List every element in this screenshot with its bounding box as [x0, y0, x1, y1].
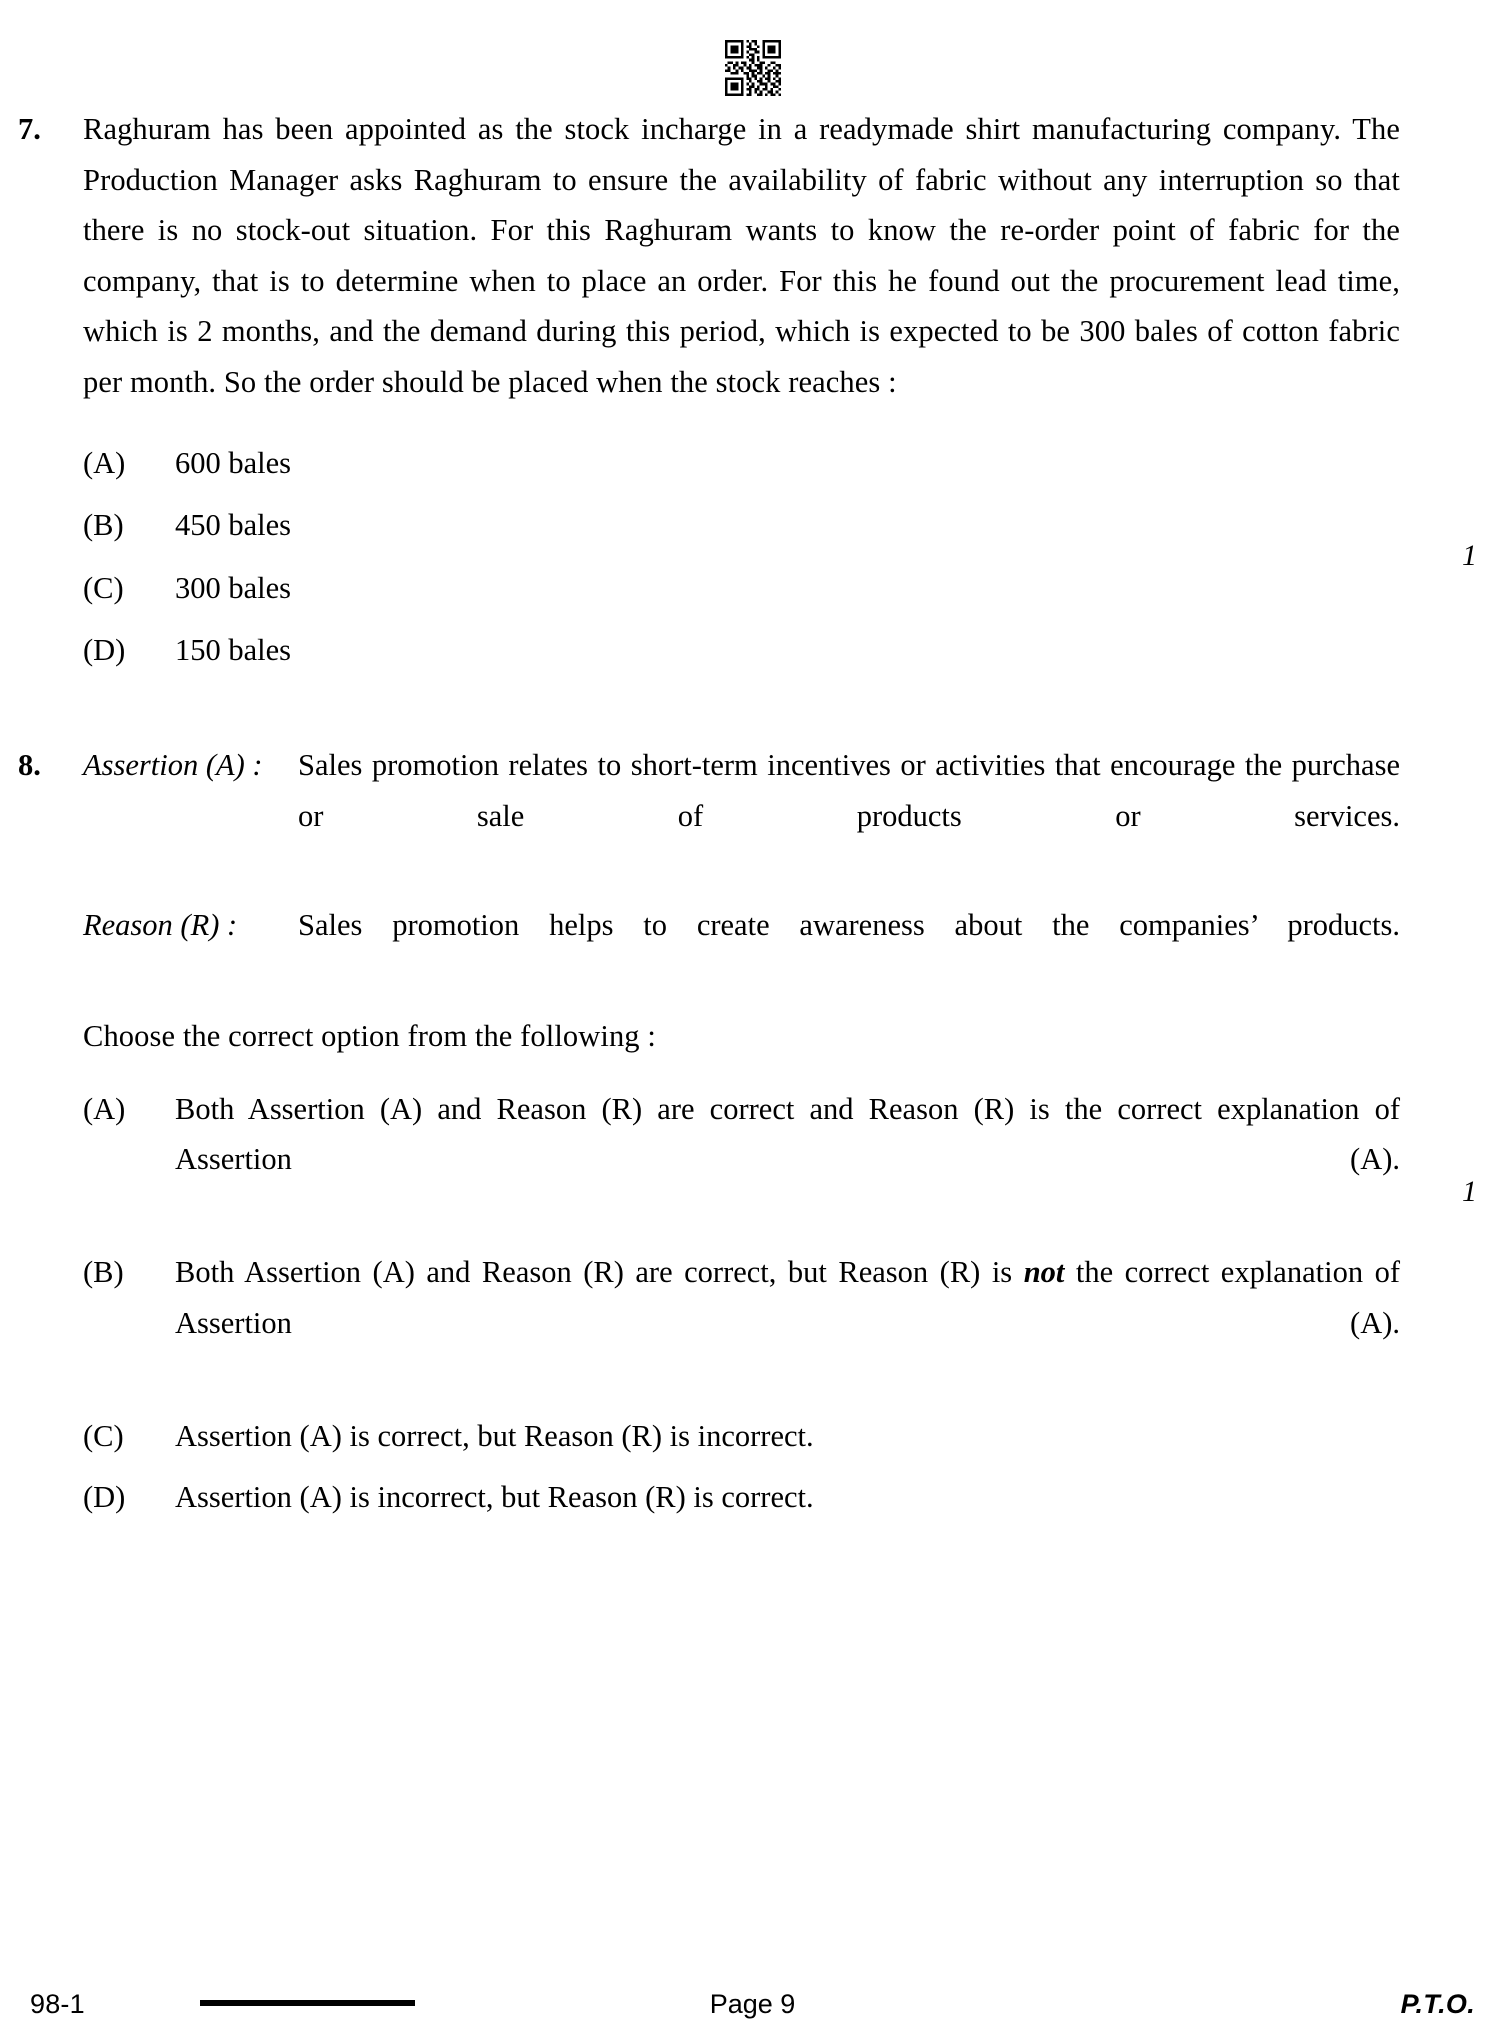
question-8-number: 8.: [18, 747, 41, 782]
option-text-tail: the correct explanation of Assertion (A).: [175, 1255, 1400, 1340]
pto-label: P.T.O.: [1400, 1989, 1475, 2019]
question-8-marks: 1: [1462, 1174, 1477, 1208]
question-7-number: 7.: [18, 112, 41, 146]
option-text: 150 bales: [175, 633, 292, 668]
option-text: 450 bales: [175, 508, 292, 543]
question-8-option-d[interactable]: [83, 1472, 1400, 1523]
option-label: (C): [83, 1419, 124, 1454]
question-7-options: [83, 438, 1400, 676]
question-7-option-b[interactable]: [83, 500, 1400, 551]
question-8-body: [83, 740, 1505, 1532]
question-7-option-a[interactable]: [83, 438, 1400, 489]
option-text: 300 bales: [175, 570, 292, 605]
option-label: (D): [83, 1479, 126, 1514]
qr-code-icon: [719, 40, 787, 96]
question-8-options: [83, 1084, 1400, 1523]
option-text: 600 bales: [175, 445, 292, 480]
question-8: [0, 740, 1505, 1532]
option-text-main: Both Assertion (A) and Reason (R) are correct and Reason (R) is the correct explanation of Assertion (A).: [175, 1091, 1400, 1177]
question-7-option-d[interactable]: [83, 625, 1400, 676]
question-7-stem: Raghuram has been appointed as the stock incharge in a readymade shirt manufacturing company. The Production Manager asks Raghuram to ensure the availability of fabric without any interruption so that there is no stock-out situation. For this Raghuram wants to know the re-order point of fabric for the company, that is to determine when to place an order. For this he found out the procurement lead time, which is 2 months, and the demand during this period, which is expected to be 300 bales of cotton fabric per month. So the order should be placed when the stock reaches :: [83, 112, 1400, 399]
option-label: (A): [83, 1091, 126, 1126]
assertion-text: Sales promotion relates to short-term incentives or activities that encourage the purchase or sale of products or services.: [298, 747, 1400, 833]
question-7-option-c[interactable]: [83, 563, 1400, 614]
page-footer: [0, 1974, 1505, 2020]
option-text-main: Both Assertion (A) and Reason (R) are correct, but Reason (R) is: [175, 1255, 1024, 1290]
option-text: [175, 1247, 1400, 1399]
question-7: [0, 104, 1505, 688]
option-label: (A): [83, 445, 126, 480]
questions-container: [0, 104, 1505, 1532]
question-8-option-c[interactable]: [83, 1411, 1400, 1462]
option-label: (B): [83, 508, 124, 543]
question-7-marks: 1: [1462, 539, 1477, 572]
paper-code: 98-1: [30, 1989, 85, 2019]
reason-text: Sales promotion helps to create awareness about the companies’ products.: [298, 907, 1400, 942]
option-text: Assertion (A) is incorrect, but Reason (R) is correct.: [175, 1479, 814, 1514]
question-8-instruction: Choose the correct option from the following :: [83, 1018, 656, 1053]
option-text: Assertion (A) is correct, but Reason (R) is incorrect.: [175, 1419, 814, 1454]
qr-code-header: [0, 40, 1505, 101]
page-number: Page 9: [709, 1989, 796, 2019]
option-label: (B): [83, 1255, 124, 1290]
option-label: (C): [83, 570, 124, 605]
option-text: [175, 1084, 1400, 1236]
reason-row: [83, 900, 1400, 1001]
option-label: (D): [83, 633, 126, 668]
question-7-body: [83, 104, 1505, 688]
assertion-row: [83, 740, 1400, 892]
option-text-emphasis: not: [1023, 1255, 1065, 1290]
assertion-label: Assertion (A) :: [83, 747, 263, 782]
question-8-option-a[interactable]: [83, 1084, 1400, 1236]
question-8-option-b[interactable]: [83, 1247, 1400, 1399]
reason-label: Reason (R) :: [83, 907, 238, 942]
